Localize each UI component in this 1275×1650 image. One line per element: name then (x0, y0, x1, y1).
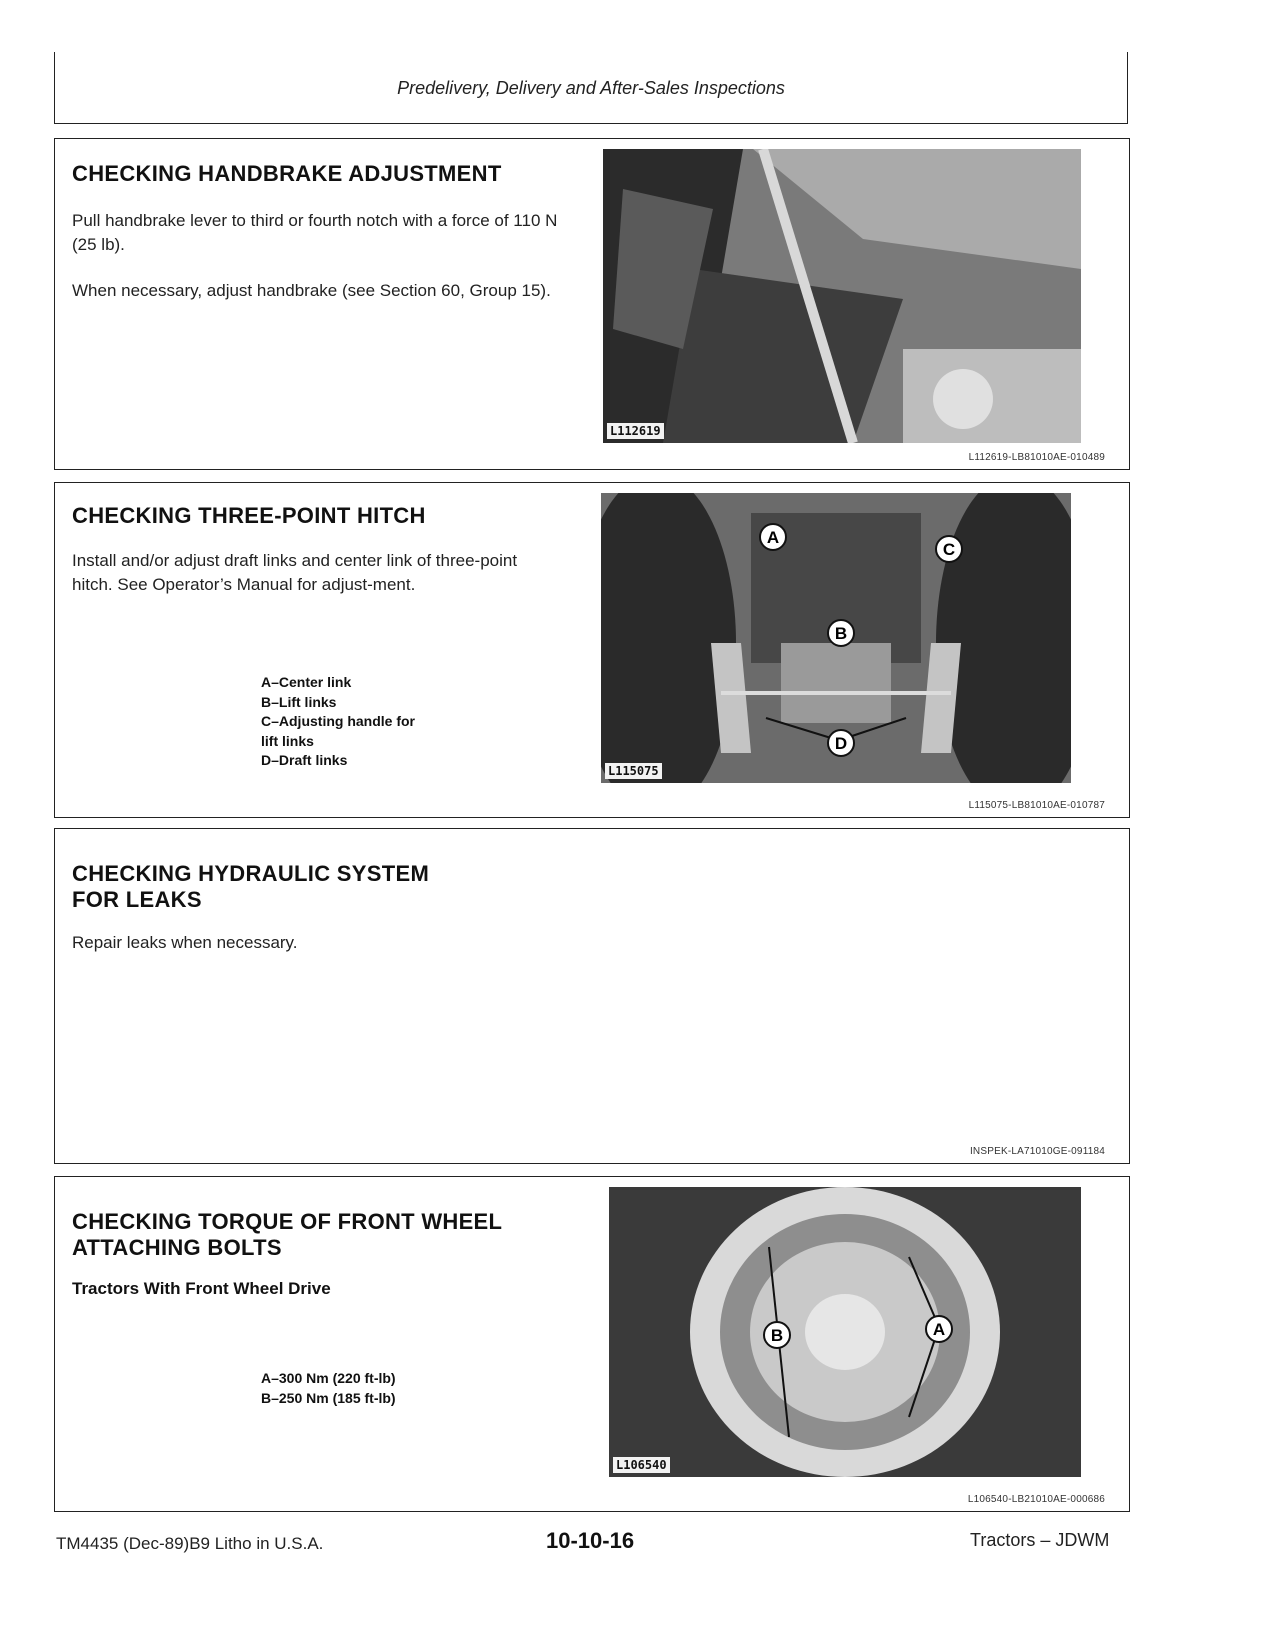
title-line: FOR LEAKS (72, 887, 202, 912)
subheading: Tractors With Front Wheel Drive (72, 1279, 331, 1298)
reference-code: L106540-LB21010AE-000686 (967, 1494, 1105, 1505)
section-title: CHECKING THREE-POINT HITCH (72, 503, 426, 528)
section-three-point-hitch (54, 482, 1130, 818)
callout-label: C (942, 540, 956, 559)
page-header (54, 52, 1128, 124)
legend-item: C–Adjusting handle for (261, 713, 415, 729)
footer-product: Tractors – JDWM (970, 1530, 1110, 1550)
section-handbrake (54, 138, 1130, 470)
legend (261, 673, 415, 771)
paragraph: Install and/or adjust draft links and center link of three-point hitch. See Operator’s Manual for adjust-ment. (72, 551, 518, 594)
legend (261, 1369, 396, 1408)
handbrake-photo (603, 149, 1081, 443)
title-line: CHECKING HYDRAULIC SYSTEM (72, 861, 430, 886)
section-title (72, 861, 429, 913)
three-point-hitch-photo (601, 493, 1071, 783)
legend-item: D–Draft links (261, 752, 348, 768)
callout-b (764, 1322, 790, 1348)
front-wheel-photo (609, 1187, 1081, 1477)
paragraph: Repair leaks when necessary. (72, 933, 298, 952)
callout-label: A (766, 528, 780, 547)
legend-item: B–250 Nm (185 ft-lb) (261, 1389, 396, 1406)
reference-code: L112619-LB81010AE-010489 (968, 452, 1105, 463)
photo-label: L115075 (605, 763, 662, 779)
page-header-title: Predelivery, Delivery and After-Sales Inspections (397, 78, 785, 98)
section-hydraulic-leaks (54, 828, 1130, 1164)
paragraph: Pull handbrake lever to third or fourth notch with a force of 110 N (25 lb). (72, 211, 558, 254)
section-front-wheel-bolts (54, 1176, 1130, 1512)
title-line: CHECKING TORQUE OF FRONT WHEEL (72, 1209, 503, 1234)
callout-label: B (834, 624, 848, 643)
callout-label: B (770, 1326, 784, 1345)
callout-b (828, 620, 854, 646)
section-title: CHECKING HANDBRAKE ADJUSTMENT (72, 161, 502, 186)
callout-c (936, 536, 962, 562)
paragraph: When necessary, adjust handbrake (see Section 60, Group 15). (72, 281, 551, 300)
callout-label: D (834, 734, 848, 753)
reference-code: L115075-LB81010AE-010787 (968, 800, 1105, 811)
legend-item: A–Center link (261, 674, 352, 690)
title-line: ATTACHING BOLTS (72, 1235, 282, 1260)
callout-a (926, 1316, 952, 1342)
section-title (72, 1209, 502, 1261)
callout-d (828, 730, 854, 756)
callout-label: A (932, 1320, 946, 1339)
page-number: 10-10-16 (546, 1528, 635, 1553)
legend-item: lift links (261, 732, 314, 749)
legend-item: A–300 Nm (220 ft-lb) (261, 1370, 396, 1386)
reference-code: INSPEK-LA71010GE-091184 (969, 1146, 1105, 1157)
photo-label: L112619 (607, 423, 664, 439)
photo-label: L106540 (613, 1457, 670, 1473)
legend-item: B–Lift links (261, 693, 337, 710)
footer-publication: TM4435 (Dec-89)B9 Litho in U.S.A. (56, 1534, 324, 1553)
callout-a (760, 524, 786, 550)
